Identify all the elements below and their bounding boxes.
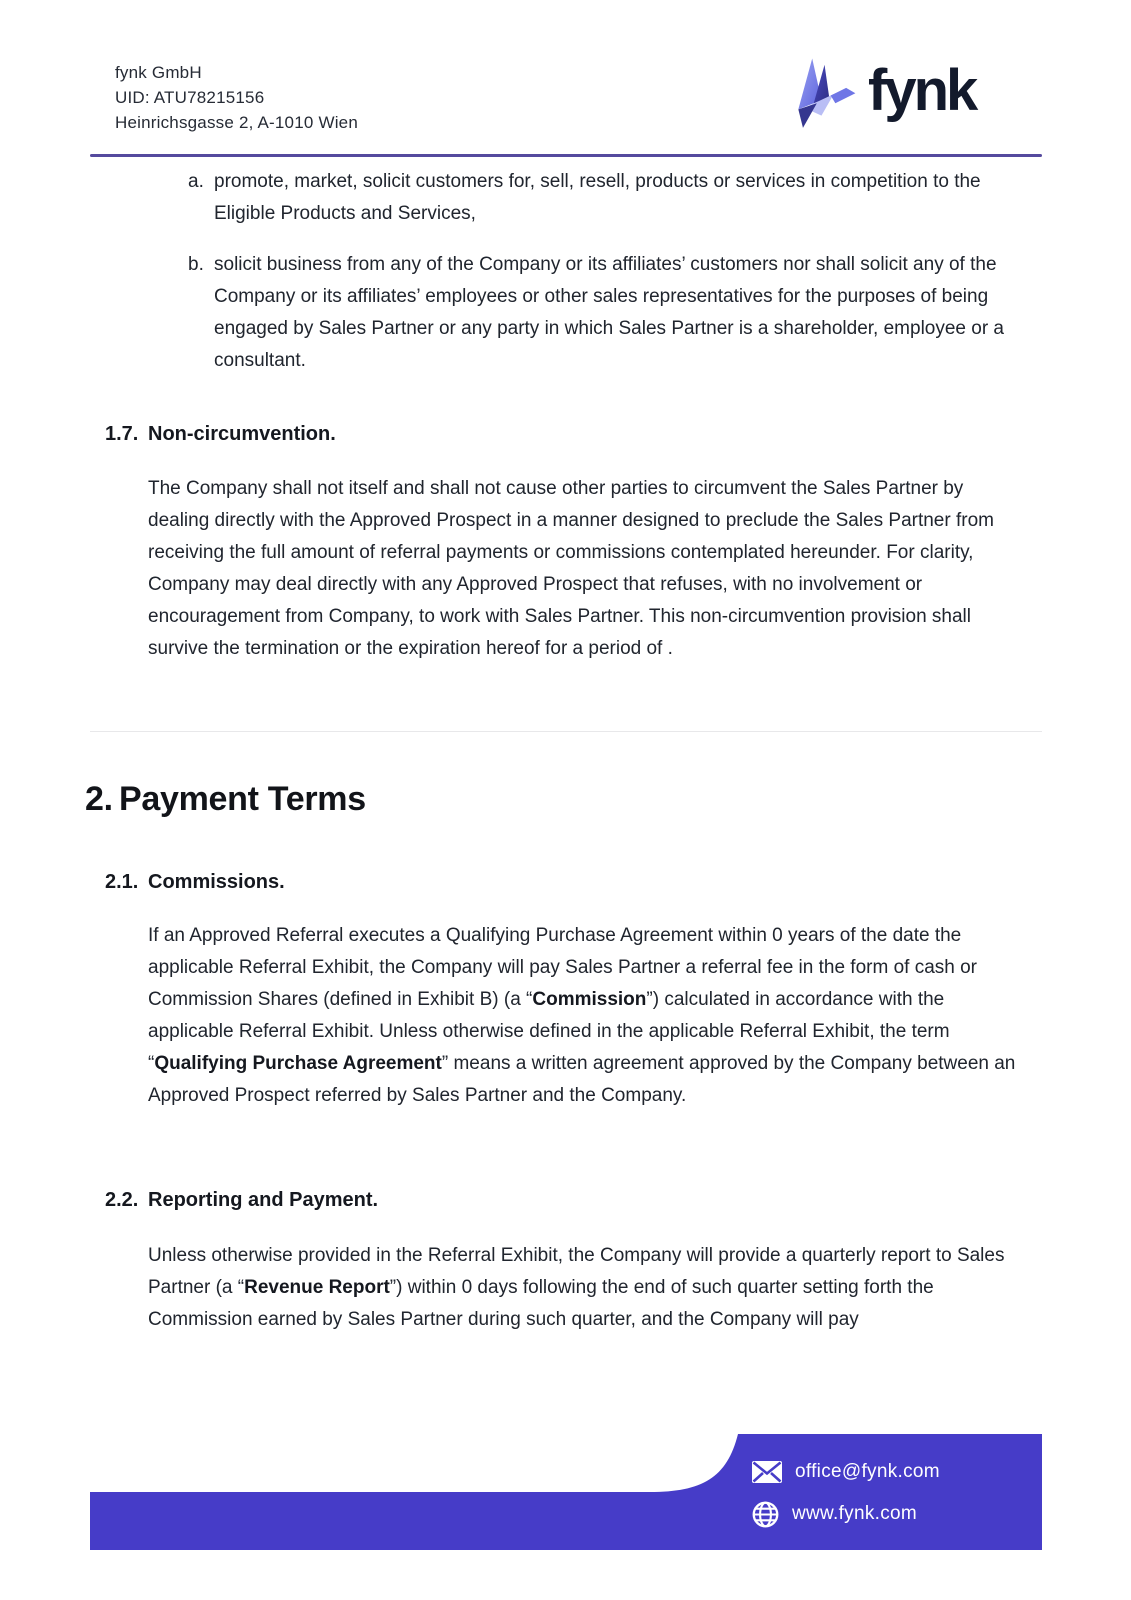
section-title: Commissions. (148, 871, 285, 893)
list-item-a (188, 166, 1020, 230)
section-divider (90, 731, 1042, 732)
section-number: 2.1. (105, 871, 139, 893)
section-heading-1-7 (105, 423, 336, 446)
footer-email: office@fynk.com (795, 1461, 940, 1482)
section-heading-2-2 (105, 1189, 378, 1212)
envelope-icon (752, 1461, 782, 1483)
company-info-block (115, 60, 358, 135)
chapter-heading-2 (85, 780, 366, 819)
section-number: 2.2. (105, 1189, 139, 1211)
list-item-b (188, 249, 1020, 377)
section-2-1-paragraph: If an Approved Referral executes a Qualifying Purchase Agreement within 0 years of the date the applicable Referral Exhibit, the Company will pay Sales Partner a referral fee in the form of cash or Commission Shares (defined in Exhibit B) (a “Commission”) calculated in accordance with the applicable Referral Exhibit. Unless otherwise defined in the applicable Referral Exhibit, the term “Qualifying Purchase Agreement” means a written agreement approved by the Company between an Approved Prospect referred by Sales Partner and the Company. (148, 925, 1016, 1106)
footer-email-row (752, 1459, 940, 1485)
section-1-7-paragraph: The Company shall not itself and shall not cause other parties to circumvent the Sales Partner by dealing directly with the Approved Prospect in a manner designed to preclude the Sales Partner from receiving the full amount of referral payments or commissions contemplated hereunder. For clarity, Company may deal directly with any Approved Prospect that refuses, with no involvement or encouragement from Company, to work with Sales Partner. This non-circumvention provision shall survive the termination or the expiration hereof for a period of . (148, 478, 994, 659)
section-heading-2-1 (105, 871, 285, 894)
section-title: Non-circumvention. (148, 423, 336, 445)
list-item-text: promote, market, solicit customers for, sell, resell, products or services in competition to the Eligible Products and Services, (214, 171, 981, 224)
footer-contact-block (752, 1459, 940, 1527)
globe-icon (752, 1501, 779, 1528)
list-marker: a. (188, 171, 204, 192)
footer-website: www.fynk.com (792, 1503, 918, 1524)
list-marker: b. (188, 254, 204, 275)
chapter-title: Payment Terms (119, 780, 366, 818)
section-number: 1.7. (105, 423, 139, 445)
fynk-logo (786, 50, 975, 138)
section-2-2-paragraph: Unless otherwise provided in the Referral Exhibit, the Company will provide a quarterly report to Sales Partner (a “Revenue Report”) within 0 days following the end of such quarter setting forth the Commission earned by Sales Partner during such quarter, and the Company will pay (148, 1245, 1005, 1330)
header-divider-rule (90, 154, 1042, 157)
chapter-number: 2. (85, 780, 113, 818)
company-name: fynk GmbH (115, 63, 202, 82)
company-address: Heinrichsgasse 2, A-1010 Wien (115, 113, 358, 132)
footer-website-row (752, 1501, 940, 1527)
company-uid: UID: ATU78215156 (115, 88, 265, 107)
logo-wordmark: fynk (868, 58, 976, 123)
section-title: Reporting and Payment. (148, 1189, 379, 1211)
origami-bird-icon (786, 51, 860, 137)
list-item-text: solicit business from any of the Company or its affiliates’ customers nor shall solicit any of the Company or its affiliates’ employees or other sales representatives for the purposes of being engaged by Sales Partner or any party in which Sales Partner is a shareholder, employee or a consultant. (214, 254, 1005, 371)
